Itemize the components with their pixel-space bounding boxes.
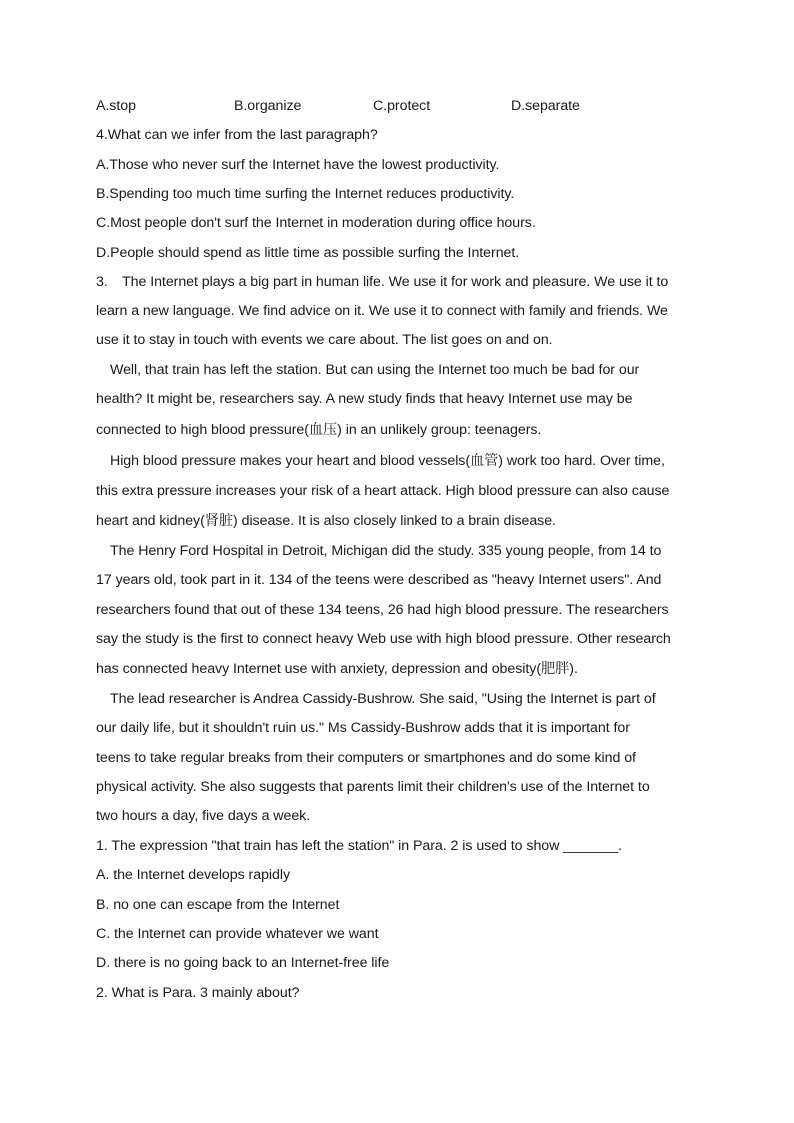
passage-p5-line3: teens to take regular breaks from their computers or smartphones and do some kind of [96, 750, 636, 766]
question-1: 1. The expression "that train has left the station" in Para. 2 is used to show _______. [96, 838, 622, 854]
passage-p3-line3: heart and kidney(肾脏) disease. It is also closely linked to a brain disease. [96, 513, 556, 529]
question-1-option-c: C. the Internet can provide whatever we want [96, 926, 379, 942]
passage-p1-line2: learn a new language. We find advice on it. We use it to connect with family and friends. We [96, 303, 668, 319]
passage-p5-line4: physical activity. She also suggests that parents limit their children's use of the Internet to [96, 779, 650, 795]
passage-p4-line2: 17 years old, took part in it. 134 of the teens were described as "heavy Internet users". And [96, 572, 662, 588]
q3-option-b: B.organize [234, 98, 302, 114]
question-1-option-d: D. there is no going back to an Internet-free life [96, 955, 390, 971]
passage-p4-line5: has connected heavy Internet use with anxiety, depression and obesity(肥胖). [96, 661, 578, 677]
q4-option-d: D.People should spend as little time as possible surfing the Internet. [96, 245, 520, 261]
q4-option-b: B.Spending too much time surfing the Internet reduces productivity. [96, 186, 515, 202]
q4-option-a: A.Those who never surf the Internet have the lowest productivity. [96, 157, 500, 173]
q3-option-c: C.protect [373, 98, 431, 114]
passage-p3-line2: this extra pressure increases your risk of a heart attack. High blood pressure can also cause [96, 483, 670, 499]
passage-p3-line1: High blood pressure makes your heart and blood vessels(血管) work too hard. Over time, [110, 453, 665, 469]
q4-question: 4.What can we infer from the last paragraph? [96, 127, 378, 143]
passage-p4-line1: The Henry Ford Hospital in Detroit, Michigan did the study. 335 young people, from 14 to [110, 543, 662, 559]
question-1-option-a: A. the Internet develops rapidly [96, 867, 290, 883]
passage-p1-text: The Internet plays a big part in human life. We use it for work and pleasure. We use it to [122, 274, 669, 290]
q3-option-d: D.separate [511, 98, 580, 114]
passage-p2-line3: connected to high blood pressure(血压) in an unlikely group: teenagers. [96, 422, 542, 438]
passage-p2-line1: Well, that train has left the station. But can using the Internet too much be bad for our [110, 362, 640, 378]
question-2: 2. What is Para. 3 mainly about? [96, 985, 300, 1001]
question-1-option-b: B. no one can escape from the Internet [96, 897, 340, 913]
passage-p5-line1: The lead researcher is Andrea Cassidy-Bushrow. She said, "Using the Internet is part of [110, 691, 656, 707]
passage-number: 3. [96, 274, 108, 290]
passage-p2-line2: health? It might be, researchers say. A new study finds that heavy Internet use may be [96, 391, 633, 407]
passage-p5-line5: two hours a day, five days a week. [96, 808, 311, 824]
q4-option-c: C.Most people don't surf the Internet in moderation during office hours. [96, 215, 536, 231]
passage-p1-line3: use it to stay in touch with events we care about. The list goes on and on. [96, 332, 553, 348]
passage-p4-line3: researchers found that out of these 134 teens, 26 had high blood pressure. The researchers [96, 602, 669, 618]
q3-option-a: A.stop [96, 98, 136, 114]
passage-p5-line2: our daily life, but it shouldn't ruin us." Ms Cassidy-Bushrow adds that it is important for [96, 720, 630, 736]
passage-p1-line1 [96, 273, 669, 291]
passage-p4-line4: say the study is the first to connect heavy Web use with high blood pressure. Other research [96, 631, 671, 647]
